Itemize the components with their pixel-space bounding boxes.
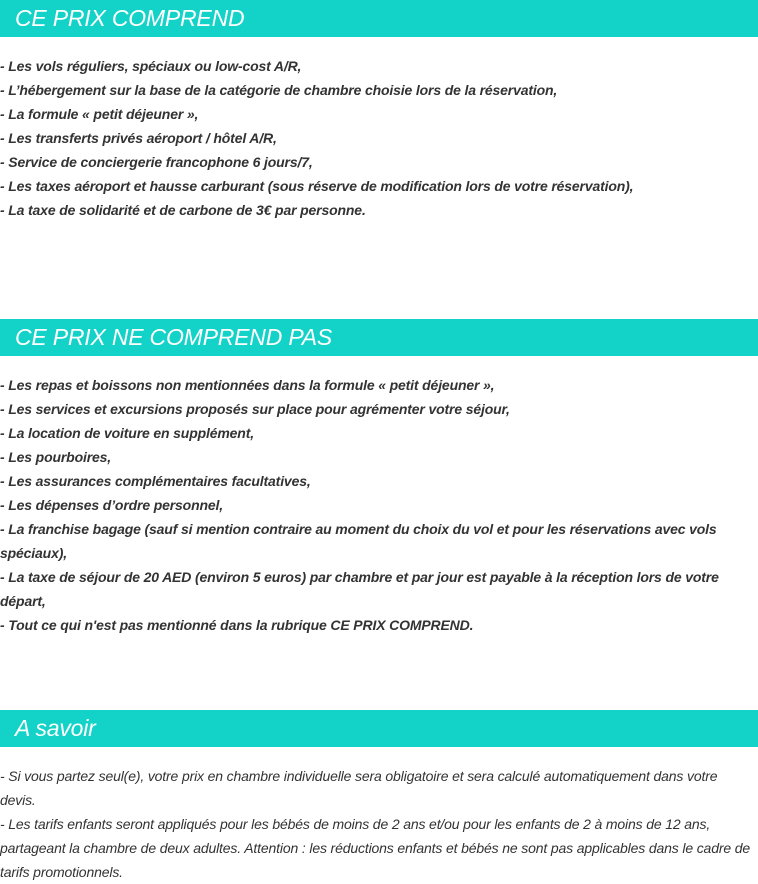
section-title-included: CE PRIX COMPREND [15,5,245,31]
list-item: - Les transferts privés aéroport / hôtel A/R, [0,130,277,146]
list-item: - Les repas et boissons non mentionnées dans la formule « petit déjeuner », [0,377,495,393]
list-item: - La formule « petit déjeuner », [0,106,199,122]
section-header-included [0,0,758,37]
list-item: - Les taxes aéroport et hausse carburant (sous réserve de modification lors de votre réservation), [0,178,634,194]
list-item: - Les dépenses d’ordre personnel, [0,497,224,513]
list-item: - L’hébergement sur la base de la catégorie de chambre choisie lors de la réservation, [0,82,558,98]
list-item: - La taxe de solidarité et de carbone de 3€ par personne. [0,202,366,218]
included-list [0,54,758,222]
list-item: - Les vols réguliers, spéciaux ou low-cost A/R, [0,58,302,74]
list-item: - Les pourboires, [0,449,112,465]
section-title-not-included: CE PRIX NE COMPREND PAS [15,324,333,350]
list-item: - Les assurances complémentaires facultatives, [0,473,311,489]
list-item: - Service de conciergerie francophone 6 jours/7, [0,154,313,170]
section-not-included [0,319,758,637]
section-title-good-to-know: A savoir [15,715,96,741]
list-item: - La location de voiture en supplément, [0,425,254,441]
section-header-good-to-know [0,710,758,747]
not-included-list [0,373,758,637]
section-good-to-know [0,710,758,884]
list-item: - La franchise bagage (sauf si mention contraire au moment du choix du vol et pour les réservations avec vols spéciaux), [0,521,717,561]
list-item: - La taxe de séjour de 20 AED (environ 5 euros) par chambre et par jour est payable à la réception lors de votre départ, [0,569,719,609]
list-item: - Les tarifs enfants seront appliqués pour les bébés de moins de 2 ans et/ou pour les enfants de 2 à moins de 12 ans, partageant la chambre de deux adultes. Attention : les réductions enfants et bébés ne sont pas applicables dans le cadre de tarifs promotionnels. [0,816,750,880]
section-included [0,0,758,222]
list-item: - Les services et excursions proposés sur place pour agrémenter votre séjour, [0,401,510,417]
list-item: - Tout ce qui n'est pas mentionné dans la rubrique CE PRIX COMPREND. [0,617,474,633]
list-item: - Si vous partez seul(e), votre prix en chambre individuelle sera obligatoire et sera calculé automatiquement dans votre devis. [0,768,718,808]
good-to-know-list [0,764,758,884]
section-header-not-included [0,319,758,356]
